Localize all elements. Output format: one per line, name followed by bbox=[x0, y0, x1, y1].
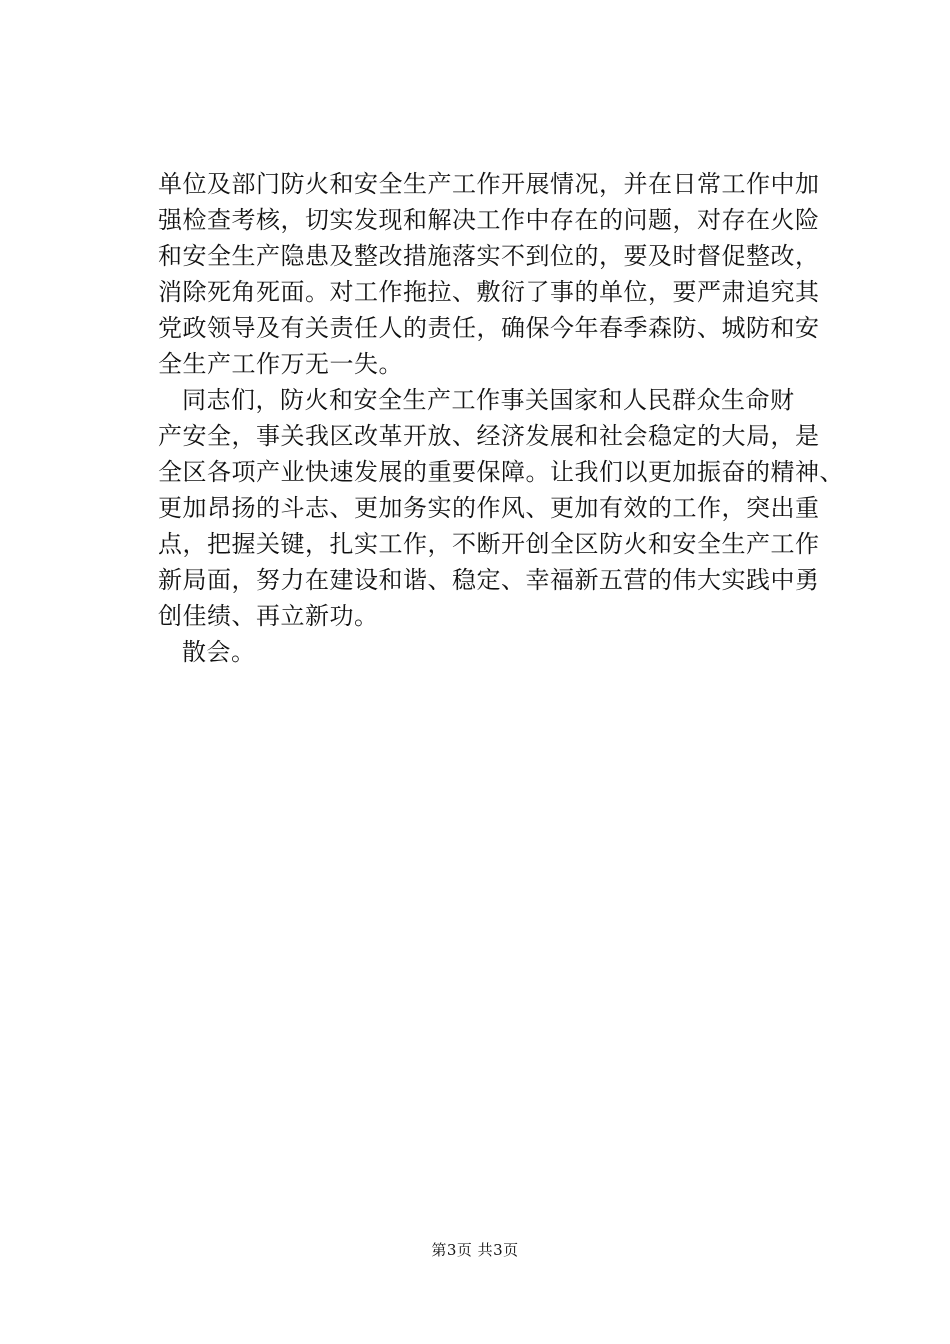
paragraph-2-first-line: 同志们，防火和安全生产工作事关国家和人民群众生命财 bbox=[182, 386, 795, 414]
paragraph-1-line: 党政领导及有关责任人的责任，确保今年春季森防、城防和安 bbox=[158, 314, 820, 342]
paragraph-1-line: 和安全生产隐患及整改措施落实不到位的，要及时督促整改， bbox=[158, 242, 820, 270]
paragraph-2-line: 点，把握关键，扎实工作，不断开创全区防火和安全生产工作 bbox=[158, 530, 820, 558]
closing-line: 散会。 bbox=[182, 638, 256, 666]
paragraph-1-line: 强检查考核，切实发现和解决工作中存在的问题，对存在火险 bbox=[158, 206, 820, 234]
paragraph-1-line: 全生产工作万无一失。 bbox=[158, 350, 403, 378]
paragraph-2-line: 产安全，事关我区改革开放、经济发展和社会稳定的大局，是 bbox=[158, 422, 820, 450]
paragraph-2-line: 全区各项产业快速发展的重要保障。让我们以更加振奋的精神、 bbox=[158, 458, 844, 486]
paragraph-2-line: 更加昂扬的斗志、更加务实的作风、更加有效的工作，突出重 bbox=[158, 494, 820, 522]
document-body bbox=[158, 166, 844, 670]
paragraph-2-line: 创佳绩、再立新功。 bbox=[158, 602, 379, 630]
paragraph-1-line: 单位及部门防火和安全生产工作开展情况，并在日常工作中加 bbox=[158, 170, 820, 198]
page-footer bbox=[0, 1240, 950, 1260]
paragraph-2-line: 新局面，努力在建设和谐、稳定、幸福新五营的伟大实践中勇 bbox=[158, 566, 820, 594]
page-number-label: 第3页 共3页 bbox=[431, 1241, 519, 1259]
paragraph-1-line: 消除死角死面。对工作拖拉、敷衍了事的单位，要严肃追究其 bbox=[158, 278, 820, 306]
